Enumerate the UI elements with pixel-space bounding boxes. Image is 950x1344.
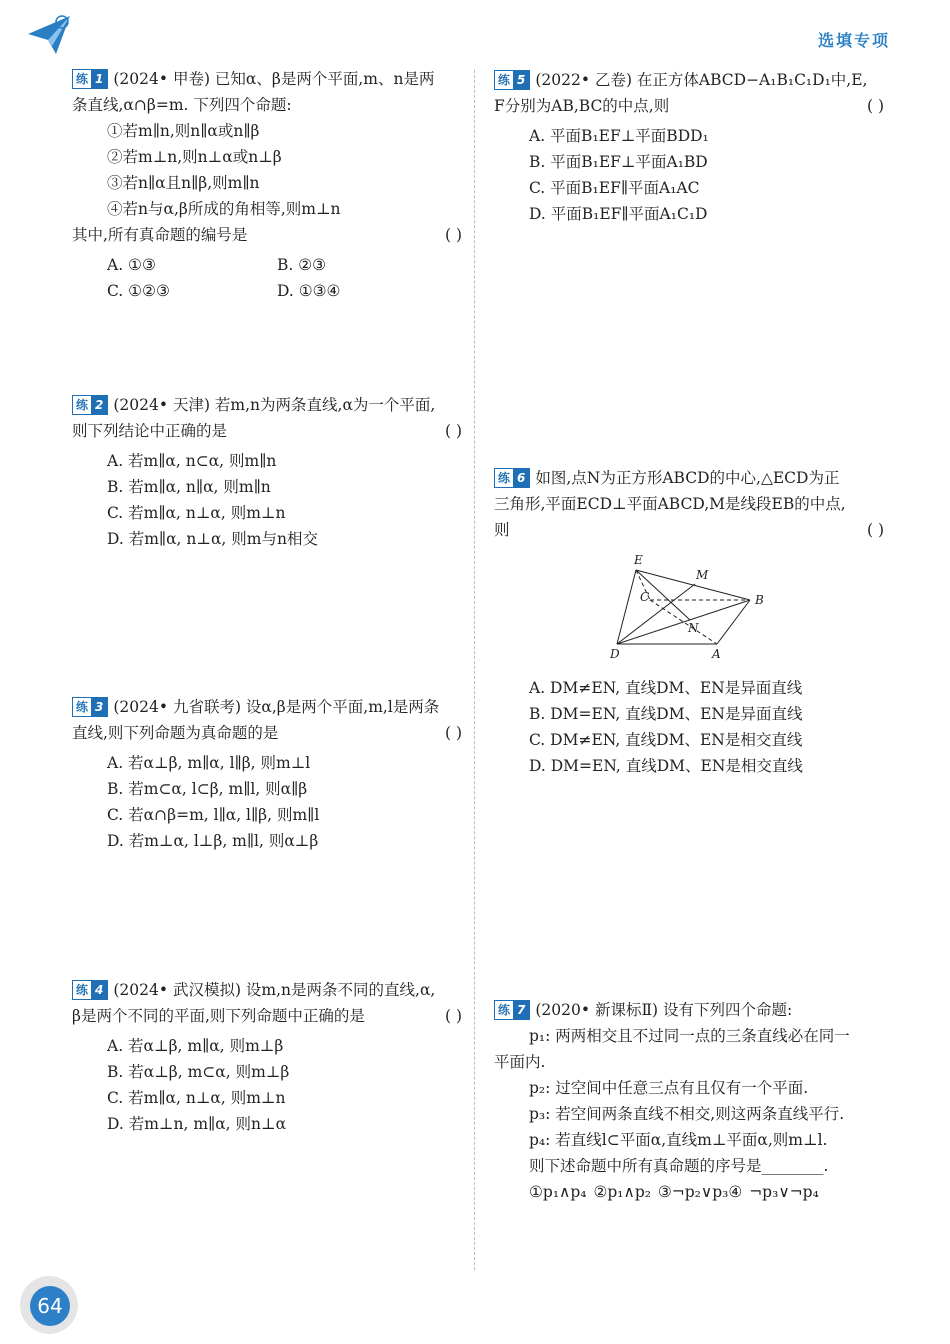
geometry-figure	[600, 552, 780, 662]
question-6-options	[494, 675, 884, 779]
label-e: E	[634, 553, 643, 567]
section-title: 选填专项	[817, 31, 890, 50]
option-b: B. 若m∥α, n∥α, 则m∥n	[107, 478, 271, 496]
option-a: A. DM≠EN, 直线DM、EN是异面直线	[529, 679, 803, 697]
paper-plane-icon	[26, 12, 72, 58]
option-d: D. 平面B₁EF∥平面A₁C₁D	[529, 205, 708, 223]
option-c: C. 若α∩β=m, l∥α, l∥β, 则m∥l	[107, 806, 320, 824]
page-number: 64	[30, 1286, 70, 1326]
option-d: D. ①③④	[277, 282, 341, 300]
option-a: A. 若α⊥β, m∥α, l∥β, 则m⊥l	[107, 754, 311, 772]
option-d: D. 若m⊥n, m∥α, 则n⊥α	[107, 1115, 287, 1133]
label-m: M	[696, 568, 709, 582]
option-a: A. 若m∥α, n⊂α, 则m∥n	[107, 452, 277, 470]
question-5: 练 5 (2022• 乙卷) 在正方体ABCD−A₁B₁C₁D₁中,E, F分别为AB,BC的中点,则 ( ) A. 平面B₁EF⊥平面BDD₁ B. 平面B₁EF⊥平面A₁BD C. 平面B₁EF∥平面A₁AC D. 平面B₁EF∥平面A₁C₁D	[494, 67, 884, 227]
option-b: B. ②③	[277, 256, 327, 274]
option-c: C. 若m∥α, n⊥α, 则m⊥n	[107, 504, 286, 522]
option-d: D. DM=EN, 直线DM、EN是相交直线	[529, 757, 803, 775]
question-6: 练 6 如图,点N为正方形ABCD的中心,△ECD为正 三角形,平面ECD⊥平面ABCD,M是线段EB的中点, 则 ( )	[494, 469, 884, 539]
label-c: C	[640, 590, 650, 604]
label-n: N	[688, 621, 699, 635]
option-b: B. 平面B₁EF⊥平面A₁BD	[529, 153, 708, 171]
question-1: 练 1 (2024• 甲卷) 已知α、β是两个平面,m、n是两 条直线,α∩β=m. 下列四个命题: ①若m∥n,则n∥α或n∥β ②若m⊥n,则n⊥α或n⊥β ③若n∥α且n∥β,则m∥n ④若n与α,β所成的角相等,则m⊥n 其中,所有真命题的编号是 ( ) A. ①③ B. ②③ C. ①②③ D. ①③④	[72, 66, 462, 304]
option-c: C. 平面B₁EF∥平面A₁AC	[529, 179, 700, 197]
question-badge: 练 4	[72, 980, 108, 1000]
question-2: 练 2 (2024• 天津) 若m,n为两条直线,α为一个平面, 则下列结论中正确的是 ( ) A. 若m∥α, n⊂α, 则m∥n B. 若m∥α, n∥α, 则m∥n C. 若m∥α, n⊥α, 则m⊥n D. 若m∥α, n⊥α, 则m与n相交	[72, 392, 462, 552]
option-c: C. DM≠EN, 直线DM、EN是相交直线	[529, 731, 803, 749]
question-badge: 练 3	[72, 697, 108, 717]
option-b: B. DM=EN, 直线DM、EN是异面直线	[529, 705, 803, 723]
option-a: A. 若α⊥β, m∥α, 则m⊥β	[107, 1037, 284, 1055]
label-b: B	[755, 593, 764, 607]
option-b: B. 若m⊂α, l⊂β, m∥l, 则α∥β	[107, 780, 308, 798]
option-a: A. ①③	[107, 256, 156, 274]
option-c: C. 若m∥α, n⊥α, 则m⊥n	[107, 1089, 286, 1107]
option-a: A. 平面B₁EF⊥平面BDD₁	[529, 127, 709, 145]
option-b: B. 若α⊥β, m⊂α, 则m⊥β	[107, 1063, 290, 1081]
option-d: D. 若m⊥α, l⊥β, m∥l, 则α⊥β	[107, 832, 319, 850]
column-divider	[474, 70, 475, 1270]
question-badge: 练 5	[494, 70, 530, 90]
option-d: D. 若m∥α, n⊥α, 则m与n相交	[107, 530, 318, 548]
answer-choices: ①p₁∧p₄ ②p₁∧p₂ ③¬p₂∨p₃④ ¬p₃∨¬p₄	[529, 1183, 819, 1201]
question-7: 练 7 (2020• 新课标Ⅱ) 设有下列四个命题: p₁: 两两相交且不过同一点的三条直线必在同一 平面内. p₂: 过空间中任意三点有且仅有一个平面. p₃: 若空间两条直线不相交,则这两条直线平行. p₄: 若直线l⊂平面α,直线m⊥平面α,则m⊥l. 则下述命题中所有真命题的序号是________. ①p₁∧p₄ ②p₁∧p₂ ③¬p₂∨p₃④ ¬p₃∨¬p₄	[494, 997, 884, 1205]
question-3: 练 3 (2024• 九省联考) 设α,β是两个平面,m,l是两条 直线,则下列命题为真命题的是 ( ) A. 若α⊥β, m∥α, l∥β, 则m⊥l B. 若m⊂α, l⊂β, m∥l, 则α∥β C. 若α∩β=m, l∥α, l∥β, 则m∥l D. 若m⊥α, l⊥β, m∥l, 则α⊥β	[72, 694, 462, 854]
label-a: A	[712, 647, 721, 661]
option-c: C. ①②③	[107, 282, 170, 300]
label-d: D	[610, 647, 620, 661]
question-4: 练 4 (2024• 武汉模拟) 设m,n是两条不同的直线,α, β是两个不同的平面,则下列命题中正确的是 ( ) A. 若α⊥β, m∥α, 则m⊥β B. 若α⊥β, m⊂α, 则m⊥β C. 若m∥α, n⊥α, 则m⊥n D. 若m⊥n, m∥α, 则n⊥α	[72, 977, 462, 1137]
question-badge: 练 2	[72, 395, 108, 415]
question-badge: 练 7	[494, 1000, 530, 1020]
question-badge: 练 1	[72, 69, 108, 89]
question-badge: 练 6	[494, 468, 530, 488]
